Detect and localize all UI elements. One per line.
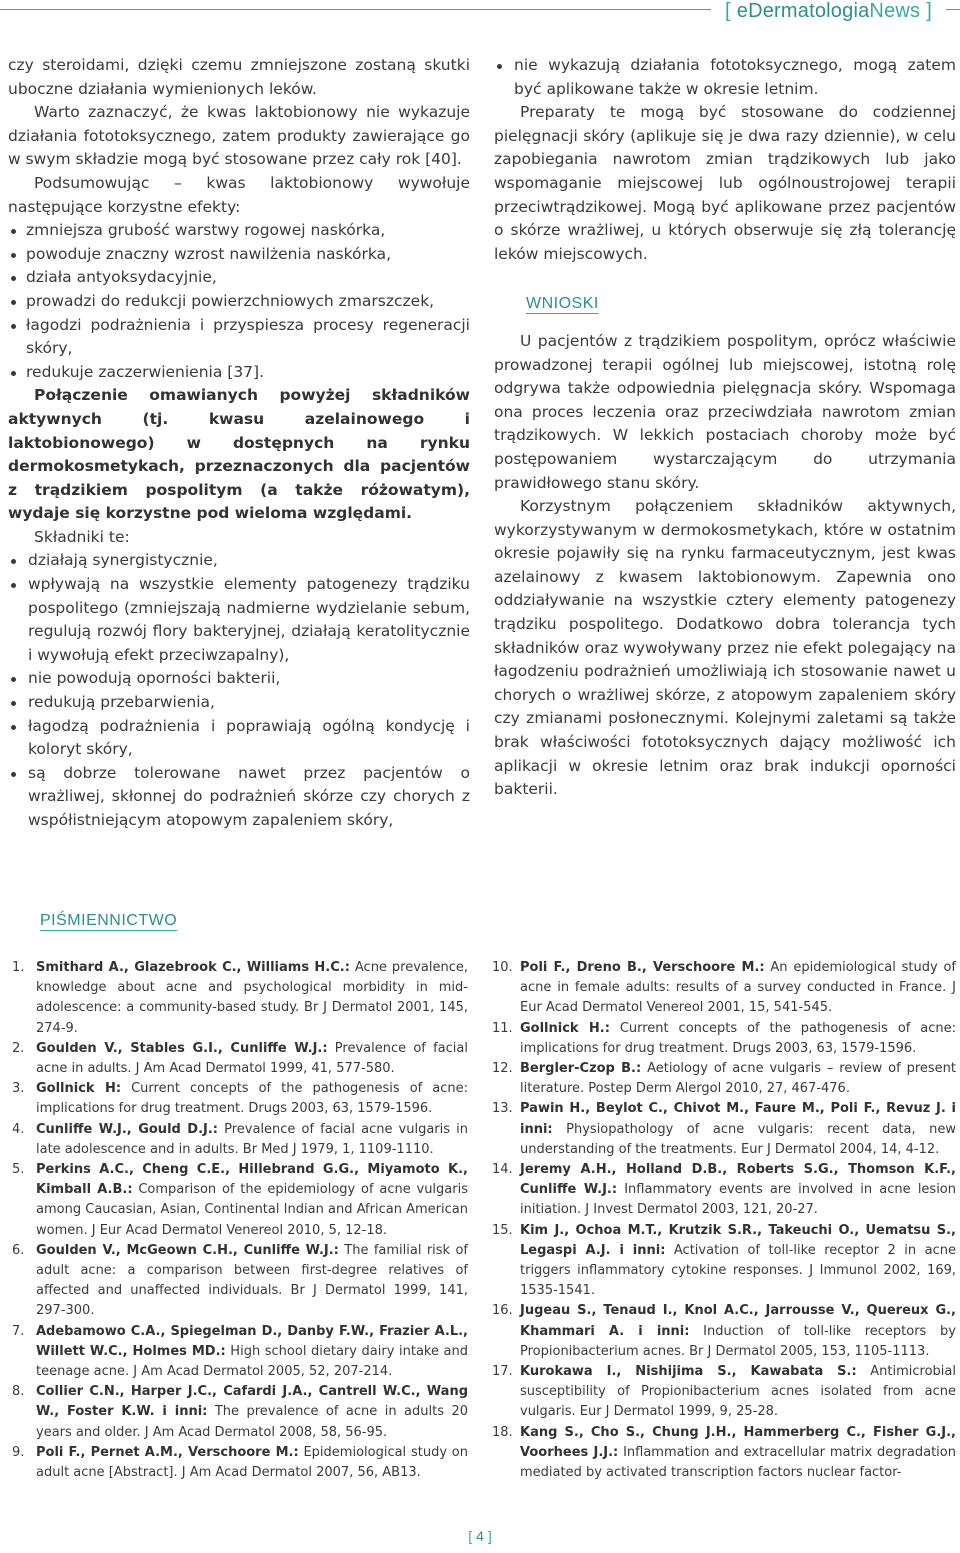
reference-item: [12, 1443, 468, 1483]
reference-body: [520, 1221, 956, 1302]
reference-text: Epidemiological study on adult acne [Abstract]. J Am Acad Dermatol 2007, 56, AB13.: [36, 1444, 468, 1481]
reference-text: Inflammatory events are involved in acne lesion initiation. J Invest Dermatol 2003, 121, 20-27.: [520, 1182, 957, 1218]
reference-number: 3.: [12, 1081, 25, 1097]
reference-number: 7.: [12, 1323, 25, 1339]
paragraph: Preparaty te mogą być stosowane do codziennej pielęgnacji skóry (aplikuje się je dwa razy dziennie), w celu zapobiegania nawrotom zmian trądzikowych lub jako wspomaganie miejscowej lub ogólnoustrojowej terapii przeciwtrądzikowej. Mogą być aplikowane przez pacjentów o skórze wrażliwej, u których obserwuje się złą tolerancję leków miejscowych.: [494, 103, 956, 263]
reference-item: [492, 1099, 956, 1160]
reference-number: 17.: [492, 1364, 513, 1380]
reference-body: [36, 1241, 468, 1322]
reference-authors: Cunliffe W.J., Gould D.J.:: [36, 1121, 219, 1137]
reference-authors: Smithard A., Glazebrook C., Williams H.C.:: [36, 960, 350, 975]
reference-text: Activation of toll-like receptor 2 in acne triggers inflammatory cytokine responses. J Immunol 2002, 169, 1535-1541.: [520, 1242, 956, 1299]
reference-text: Physiopathology of acne vulgaris: recent data, new understanding of the treatments. Eur J Dermatol 2004, 14, 4-12.: [520, 1121, 956, 1157]
ingredients-list: [8, 549, 470, 832]
reference-authors: Pawin H., Beylot C., Chivot M., Faure M., Poli F., Revuz J. i inni:: [520, 1101, 956, 1137]
reference-number: 11.: [492, 1020, 513, 1036]
reference-text: Current concepts of the pathogenesis of acne: implications for drug treatment. Drugs 2003, 63, 1579-1596.: [36, 1081, 468, 1117]
reference-number: 1.: [12, 960, 25, 975]
reference-item: [12, 1322, 468, 1383]
reference-item: [12, 1039, 468, 1079]
reference-authors: Perkins A.C., Cheng C.E., Hillebrand G.G., Miyamoto K., Kimball A.B.:: [36, 1162, 468, 1198]
list-item: redukuje zaczerwienienia [37].: [8, 361, 470, 385]
reference-body: [36, 1322, 468, 1383]
reference-authors: Adebamowo C.A., Spiegelman D., Danby F.W., Frazier A.L., Willett W.C., Holmes MD.:: [36, 1323, 468, 1359]
list-item: prowadzi do redukcji powierzchniowych zmarszczek,: [8, 290, 470, 314]
reference-text: Prevalence of facial acne in adults. J Am Acad Dermatol 1999, 41, 577-580.: [36, 1040, 468, 1077]
reference-text: An epidemiological study of acne in female adults: results of a survey conducted in France. J Eur Acad Dermatol Venereol 2001, 15, 541-545.: [520, 960, 957, 1016]
reference-body: [36, 1443, 468, 1483]
reference-number: 15.: [492, 1222, 513, 1238]
paragraph: Korzystnym połączeniem składników aktywnych, wykorzystywanym w dermokosmetykach, które w ostatnim okresie pojawiły się na rynku farmaceutycznym, jest kwas azelainowy z kwasem laktobionowym. Zapewnia ono oddziaływanie na wszystkie cztery elementy patogenezy trądziku pospolitego. Dodatkowo dobra tolerancja tych składników oraz wywoływany przez nie efekt polegający na łagodzeniu podrażnień umożliwiają ich stosowanie nawet u chorych o wrażliwej skórze, z atopowym zapaleniem skóry czy zmianami posłonecznymi. Kolejnymi zaletami są także brak właściwości fototoksycznych dający możliwość ich aplikacji w okresie letnim oraz brak indukcji oporności bakterii.: [494, 497, 956, 799]
reference-body: [520, 1423, 956, 1484]
reference-body: [36, 958, 468, 1039]
reference-number: 14.: [492, 1162, 513, 1178]
page-number: 4: [476, 1528, 484, 1544]
list-item: nie wykazują działania fototoksycznego, mogą zatem być aplikowane także w okresie letnim.: [494, 54, 956, 101]
reference-item: [492, 1362, 956, 1423]
reference-number: 4.: [12, 1121, 25, 1137]
paragraph: Podsumowując – kwas laktobionowy wywołuje następujące korzystne efekty:: [8, 173, 470, 216]
reference-number: 9.: [12, 1444, 25, 1460]
reference-item: [492, 1221, 956, 1302]
bracket-open: [: [468, 1528, 473, 1544]
reference-authors: Kang S., Cho S., Chung J.H., Hammerberg C., Fisher G.J., Voorhees J.J.:: [520, 1424, 956, 1460]
reference-body: [520, 1301, 956, 1362]
ingredients-list-continued: [494, 54, 956, 101]
journal-title: [711, 0, 946, 24]
reference-body: [520, 1362, 956, 1423]
list-item: działa antyoksydacyjnie,: [8, 266, 470, 290]
list-item: zmniejsza grubość warstwy rogowej naskórka,: [8, 219, 470, 243]
page-footer: [0, 1528, 960, 1544]
journal-brand: eDermatologia: [736, 0, 870, 22]
reference-text: Prevalence of facial acne vulgaris in late adolescence and in adults. Br Med J 1979, 1, 1109-1110.: [36, 1121, 468, 1157]
list-item: są dobrze tolerowane nawet przez pacjentów o wrażliwej, skłonnej do podrażnień skórze czy chorych z współistniejącym atopowym zapaleniem skóry,: [8, 762, 470, 833]
reference-item: [12, 1382, 468, 1443]
reference-authors: Kim J., Ochoa M.T., Krutzik S.R., Takeuchi O., Uematsu S., Legaspi A.J. i inni:: [520, 1222, 956, 1258]
reference-text: The prevalence of acne in adults 20 years and older. J Am Acad Dermatol 2008, 58, 56-95.: [36, 1404, 468, 1440]
reference-authors: Gollnick H.:: [520, 1020, 610, 1036]
reference-text: High school dietary dairy intake and teenage acne. J Am Acad Dermatol 2005, 52, 207-214.: [36, 1343, 468, 1380]
reference-text: Current concepts of the pathogenesis of acne: implications for drug treatment. Drugs 2003, 63, 1579-1596.: [520, 1020, 957, 1056]
list-item: łagodzi podrażnienia i przyspiesza procesy regeneracji skóry,: [8, 314, 470, 361]
reference-authors: Kurokawa I., Nishijima S., Kawabata S.:: [520, 1364, 857, 1380]
reference-text: Acne prevalence, knowledge about acne and psychological morbidity in mid-adolescence: a community-based study. Br J Dermatol 2001, 145, 274-9.: [36, 960, 468, 1036]
references-left: [12, 958, 468, 1483]
bracket-close: ]: [487, 1528, 492, 1544]
reference-text: Induction of toll-like receptors by Propionibacterium acnes. Br J Dermatol 2005, 153, 1105-1113.: [520, 1323, 956, 1359]
reference-body: [520, 1059, 956, 1099]
reference-body: [36, 1160, 468, 1241]
reference-authors: Poli F., Pernet A.M., Verschoore M.:: [36, 1444, 299, 1460]
reference-text: Aetiology of acne vulgaris – review of present literature. Postep Derm Alergol 2010, 27, 467-476.: [520, 1061, 956, 1097]
bracket-close: ]: [926, 0, 932, 22]
reference-authors: Gollnick H:: [36, 1081, 122, 1097]
list-item: działają synergistycznie,: [8, 549, 470, 573]
paragraph: U pacjentów z trądzikiem pospolitym, oprócz właściwie prowadzonej terapii ogólnej lub miejscowej, istotną rolę odgrywa także odpowiednia pielęgnacja skóry. Wspomaga ona proces leczenia oraz przeciwdziała nawrotom zmian trądzikowych. W lekkich postaciach choroby może być postępowaniem wystarczającym do utrzymania prawidłowego stanu skóry.: [494, 331, 956, 492]
reference-authors: Goulden V., McGeown C.H., Cunliffe W.J.:: [36, 1242, 339, 1258]
reference-text: Comparison of the epidemiology of acne vulgaris among Caucasian, Asian, Continental Indian and African American women. J Eur Acad Dermatol Venereol 2010, 5, 12-18.: [36, 1182, 468, 1238]
reference-text: Inflammation and extracellular matrix degradation mediated by activated transcription factors nuclear factor-: [520, 1444, 956, 1481]
reference-item: [12, 1241, 468, 1322]
bracket-open: [: [724, 0, 731, 22]
paragraph: Warto zaznaczyć, że kwas laktobionowy nie wykazuje działania fototoksycznego, zatem produkty zawierające go w swym składzie mogą być stosowane przez cały rok [40].: [8, 103, 470, 169]
reference-authors: Collier C.N., Harper J.C., Cafardi J.A., Cantrell W.C., Wang W., Foster K.W. i inni:: [36, 1384, 468, 1420]
references-title: PIŚMIENNICTWO: [40, 912, 178, 929]
reference-number: 12.: [492, 1061, 513, 1077]
page-header: [0, 0, 960, 28]
reference-item: [492, 1019, 956, 1059]
left-column: [8, 54, 470, 833]
reference-number: 16.: [492, 1303, 513, 1319]
reference-number: 2.: [12, 1040, 25, 1056]
reference-item: [492, 1423, 956, 1484]
list-item: nie powodują oporności bakterii,: [8, 667, 470, 691]
reference-body: [520, 958, 956, 1019]
reference-body: [36, 1039, 468, 1079]
reference-authors: Poli F., Dreno B., Verschoore M.:: [520, 960, 765, 975]
reference-body: [36, 1382, 468, 1443]
reference-body: [520, 1160, 956, 1221]
reference-number: 6.: [12, 1242, 25, 1258]
reference-authors: Bergler-Czop B.:: [520, 1061, 642, 1077]
list-item: wpływają na wszystkie elementy patogenezy trądziku pospolitego (zmniejszają nadmierne wydzielanie sebum, regulują rozwój flory bakteryjnej, działają keratolitycznie i wywołują efekt przeciwzapalny),: [8, 573, 470, 667]
effects-list: [8, 219, 470, 384]
reference-authors: Jeremy A.H., Holland D.B., Roberts S.G., Thomson K.F., Cunliffe W.J.:: [520, 1162, 956, 1198]
right-column: [494, 54, 956, 802]
reference-body: [520, 1019, 956, 1059]
reference-number: 8.: [12, 1384, 25, 1400]
reference-item: [12, 958, 468, 1039]
list-item: redukują przebarwienia,: [8, 691, 470, 715]
paragraph: czy steroidami, dzięki czemu zmniejszone zostaną skutki uboczne działania wymienionych leków.: [8, 56, 470, 98]
journal-brand-suffix: News: [869, 0, 921, 22]
reference-item: [12, 1120, 468, 1160]
paragraph: Składniki te:: [34, 527, 130, 546]
reference-item: [492, 1301, 956, 1362]
reference-item: [12, 1160, 468, 1241]
reference-number: 10.: [492, 960, 513, 975]
section-title-conclusions: WNIOSKI: [526, 295, 599, 313]
bold-paragraph: Połączenie omawianych powyżej składników aktywnych (tj. kwasu azelainowego i laktobionowego) w dostępnych na rynku dermokosmetykach, przeznaczonych dla pacjentów z trądzikiem pospolitym (a także różowatym), wydaje się korzystne pod wieloma względami.: [8, 386, 470, 523]
references-right: [492, 958, 956, 1483]
reference-item: [492, 1160, 956, 1221]
reference-body: [520, 1099, 956, 1160]
reference-authors: Goulden V., Stables G.I., Cunliffe W.J.:: [36, 1040, 328, 1056]
reference-item: [492, 958, 956, 1019]
list-item: powoduje znaczny wzrost nawilżenia naskórka,: [8, 243, 470, 267]
reference-number: 13.: [492, 1101, 513, 1117]
list-item: łagodzą podrażnienia i poprawiają ogólną kondycję i koloryt skóry,: [8, 715, 470, 762]
reference-body: [36, 1120, 468, 1160]
reference-body: [36, 1079, 468, 1119]
reference-item: [492, 1059, 956, 1099]
reference-item: [12, 1079, 468, 1119]
reference-text: The familial risk of adult acne: a comparison between first-degree relatives of affected and unaffected individuals. Br J Dermatol 1999, 141, 297-300.: [36, 1242, 468, 1319]
reference-number: 18.: [492, 1424, 513, 1440]
reference-text: Antimicrobial susceptibility of Propionibacterium acnes isolated from acne vulgaris. Eur J Dermatol 1999, 9, 25-28.: [520, 1364, 956, 1420]
reference-authors: Jugeau S., Tenaud I., Knol A.C., Jarrousse V., Quereux G., Khammari A. i inni:: [520, 1303, 956, 1339]
reference-number: 5.: [12, 1162, 25, 1178]
